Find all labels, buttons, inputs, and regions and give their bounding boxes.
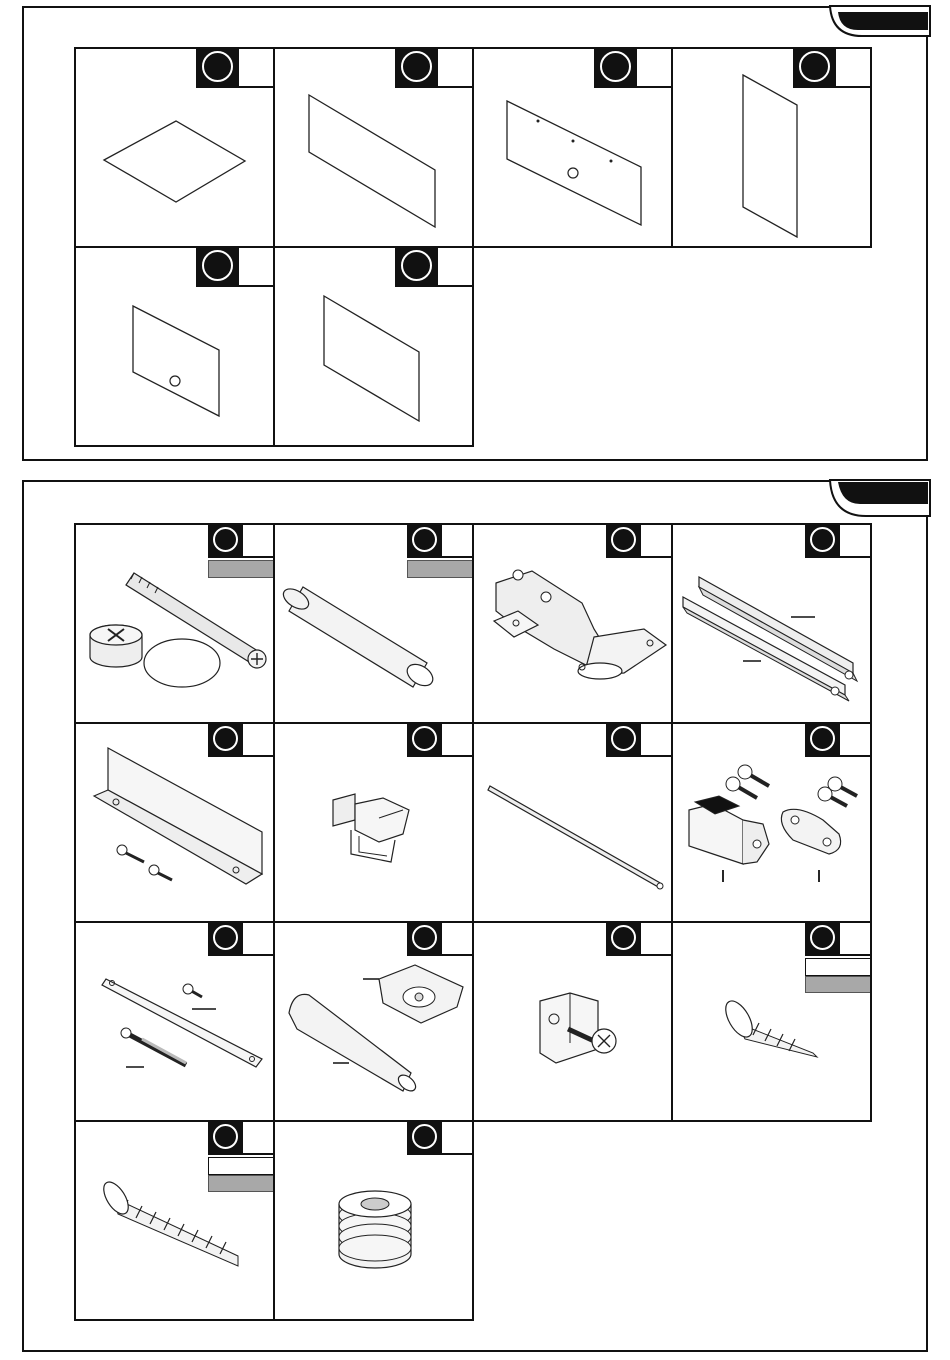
panel-square-drawing xyxy=(76,49,275,248)
part-cell-cam-lock-dowel xyxy=(74,523,275,724)
part-cell-threaded-insert xyxy=(273,1120,474,1321)
clip-screw-drawing xyxy=(474,923,673,1122)
tapered-leg-drawing xyxy=(275,923,474,1122)
part-cell-drawer-runner xyxy=(671,523,872,724)
short-screw-drawing xyxy=(673,923,872,1122)
part-cell-tapered-leg xyxy=(273,921,474,1122)
part-cell-magnetic-catch xyxy=(671,722,872,923)
wall-strap-drawing xyxy=(76,923,275,1122)
part-cell-angle-bracket xyxy=(74,722,275,923)
panel-small-drawing xyxy=(275,248,474,447)
magnetic-catch-drawing xyxy=(673,724,872,923)
drawer-runner-drawing xyxy=(673,525,872,724)
panel-small-hole-drawing xyxy=(76,248,275,447)
angle-bracket-drawing xyxy=(76,724,275,923)
part-cell-panel-large-rect xyxy=(273,47,474,248)
part-cell-panel-square xyxy=(74,47,275,248)
part-cell-clip-screw xyxy=(472,921,673,1122)
rod-drawing xyxy=(474,724,673,923)
hinge-drawing xyxy=(474,525,673,724)
part-cell-panel-small xyxy=(273,246,474,447)
part-cell-wooden-dowel xyxy=(273,523,474,724)
part-cell-wall-strap xyxy=(74,921,275,1122)
long-screw-drawing xyxy=(76,1122,275,1321)
part-cell-long-screw xyxy=(74,1120,275,1321)
part-cell-hinge xyxy=(472,523,673,724)
threaded-insert-drawing xyxy=(275,1122,474,1321)
cam-lock-dowel-drawing xyxy=(76,525,275,724)
part-cell-short-screw xyxy=(671,921,872,1122)
part-cell-panel-with-holes xyxy=(472,47,673,248)
panel-tall-drawing xyxy=(673,49,872,248)
part-cell-shelf-support xyxy=(273,722,474,923)
panel-with-holes-drawing xyxy=(474,49,673,248)
part-cell-panel-small-hole xyxy=(74,246,275,447)
wooden-dowel-drawing xyxy=(275,525,474,724)
part-cell-rod xyxy=(472,722,673,923)
panel-large-rect-drawing xyxy=(275,49,474,248)
part-cell-panel-tall xyxy=(671,47,872,248)
shelf-support-drawing xyxy=(275,724,474,923)
